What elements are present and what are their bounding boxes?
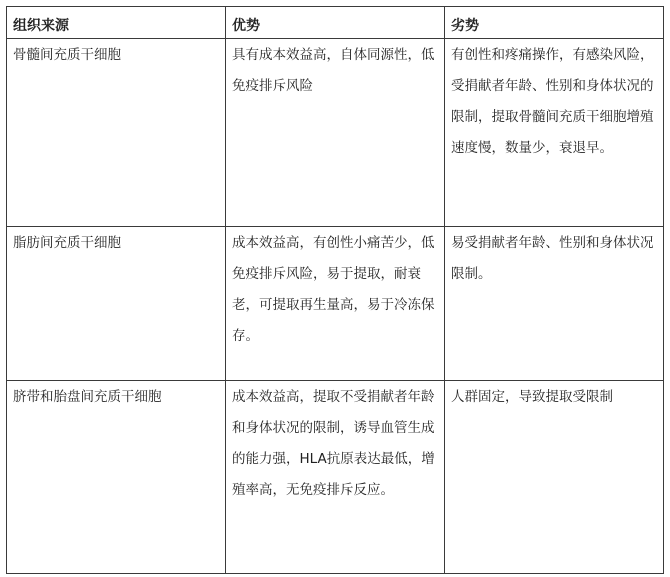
table-row [7,227,664,381]
stem-cell-comparison-table [6,6,664,574]
cell-advantage: 成本效益高，提取不受捐献者年龄和身体状况的限制，诱导血管生成的能力强，HLA抗原表达最低，增殖率高，无免疫排斥反应。 [226,381,445,574]
cell-disadvantage: 有创性和疼痛操作，有感染风险，受捐献者年龄、性别和身体状况的限制，提取骨髓间充质干细胞增殖速度慢，数量少，衰退早。 [445,39,664,227]
header-source: 组织来源 [7,7,226,39]
cell-source: 骨髓间充质干细胞 [7,39,226,227]
cell-disadvantage: 易受捐献者年龄、性别和身体状况限制。 [445,227,664,381]
cell-disadvantage: 人群固定，导致提取受限制 [445,381,664,574]
cell-advantage: 具有成本效益高，自体同源性，低免疫排斥风险 [226,39,445,227]
table-row [7,39,664,227]
cell-source: 脐带和胎盘间充质干细胞 [7,381,226,574]
header-advantage: 优势 [226,7,445,39]
cell-advantage: 成本效益高，有创性小痛苦少，低免疫排斥风险，易于提取，耐衰老，可提取再生量高，易于冷冻保存。 [226,227,445,381]
cell-source: 脂肪间充质干细胞 [7,227,226,381]
table-row [7,381,664,574]
header-disadvantage: 劣势 [445,7,664,39]
header-row [7,7,664,39]
